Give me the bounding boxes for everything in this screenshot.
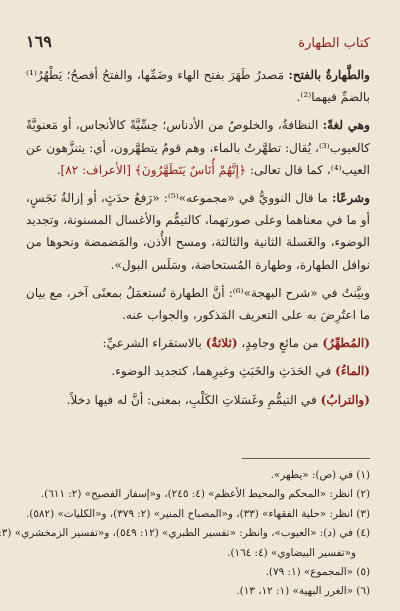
paragraph-text: بالاستقراء الشرعيِّ: — [102, 336, 206, 351]
paragraph-text: وبيَّنتُ في «شرح البهجة»⁽⁶⁾: أنَّ الطهارة تُستعمَلُ بمعنًى آخر، مع بيان ما اعتُرِضَ به على التعريف المَذكور، والجواب عنه. — [26, 285, 371, 323]
paragraph-linguistic — [26, 114, 370, 181]
term-sharan: وشرعًا: — [331, 191, 370, 206]
paragraph-text: ما قال النوويُّ في «مجموعه»⁽⁵⁾: «رَفعُ حدَثٍ، أو إزالةُ نَجَسٍ، أو ما في معناهما وعلى صورتهما، كالتيمُّم والأغسال المسنونة، وتجديد الوضوء، والغَسلة الثانية والثالثة، ومسح الأُذن، والمَضمضة ونحوها من نوافل الطهارة، وطهارة المُستحاضة، وسَلَس البول». — [26, 191, 370, 272]
paragraph-water — [26, 360, 370, 382]
term-tahara: والطَّهارةُ بالفتح: — [288, 68, 370, 82]
footnote-divider — [242, 458, 370, 459]
footnote-4-continued: و«تفسير البيضاوي» (٤: ١٦٤). — [227, 546, 356, 559]
page-number: ١٦٩ — [26, 32, 52, 51]
term-water: (الماءُ) — [335, 364, 370, 379]
paragraph-definition-word — [26, 64, 370, 108]
footnote-3: (٣) انظر: «حلية الفقهاء» (٣٣)، و«المصباح المنير» (٢: ٣٧٩)، و«الكليات» (٥٨٢). — [25, 507, 370, 520]
paragraph-text: النظافةُ، والخلوصُ من الأدناس؛ حِسِّيَّةً كالأنجاس، أو مَعنويَّةً كالعيوب⁽³⁾، يُقال: تطهَّرتُ بالماء، وهم قومٌ يتطهَّرون، أي: يتنزَّهون عن العيب⁽⁴⁾، كما قال تعالى: — [26, 118, 370, 177]
chapter-title: كتاب الطهارة — [298, 36, 370, 51]
paragraph-purifiers — [26, 332, 370, 354]
footnote-6: (٦) «الغرر البهية» (١: ١٢، ١٣). — [236, 585, 370, 598]
paragraph-earth — [26, 389, 370, 411]
main-text — [26, 64, 370, 417]
term-mutahhir: (المُطهِّرُ) — [322, 336, 370, 351]
footnote-4: (٤) في (د): «العيوب»، وانظر: «تفسير الطبري» (١٢: ٥٤٩)، و«تفسير الزمخشري» (٣ — [1, 527, 370, 540]
paragraph-text: في التيمُّمِ وغَسَلاتِ الكَلْبِ، بمعنى: أنَّ له فيها دخلاً. — [66, 392, 321, 407]
paragraph-legal — [26, 187, 370, 276]
footnote-2: (٢) انظر: «المحكم والمحيط الأعظم» (٤: ٢٤٥)، و«إسفار الفصيح» (٢: ٦١١). — [40, 488, 370, 501]
term-thalatha: (ثلاثةٌ) — [205, 336, 238, 351]
term-earth: (والترابُ) — [320, 392, 370, 407]
footnote-5: (٥) «المجموع» (١: ٧٩). — [265, 566, 370, 579]
page-header — [26, 32, 370, 52]
paragraph-bahja — [26, 282, 370, 326]
paragraph-end: . — [56, 162, 61, 177]
footnotes — [1, 466, 370, 602]
paragraph-text: في الحَدَثِ والخَبَثِ وغيرِهما، كتجديد الوضوء. — [111, 364, 336, 379]
quran-verse: ﴿إِنَّهُمْ أُنَاسٌ يَتَطَهَّرُونَ﴾ [الأعراف: ٨٢] — [60, 162, 247, 177]
paragraph-text: من مائعٍ وجامِدٍ، — [237, 336, 323, 351]
footnote-1: (١) في (ص): «يطهر». — [270, 469, 370, 481]
paragraph-text: مَصدرُ طَهَرَ بفتح الهاء وضَمِّها، والفتحُ أفصحُ؛ يَطْهُرُ⁽¹⁾ بالضمِّ فيهما⁽²⁾. — [26, 68, 370, 105]
term-lugha: وهي لغةً: — [322, 118, 370, 133]
